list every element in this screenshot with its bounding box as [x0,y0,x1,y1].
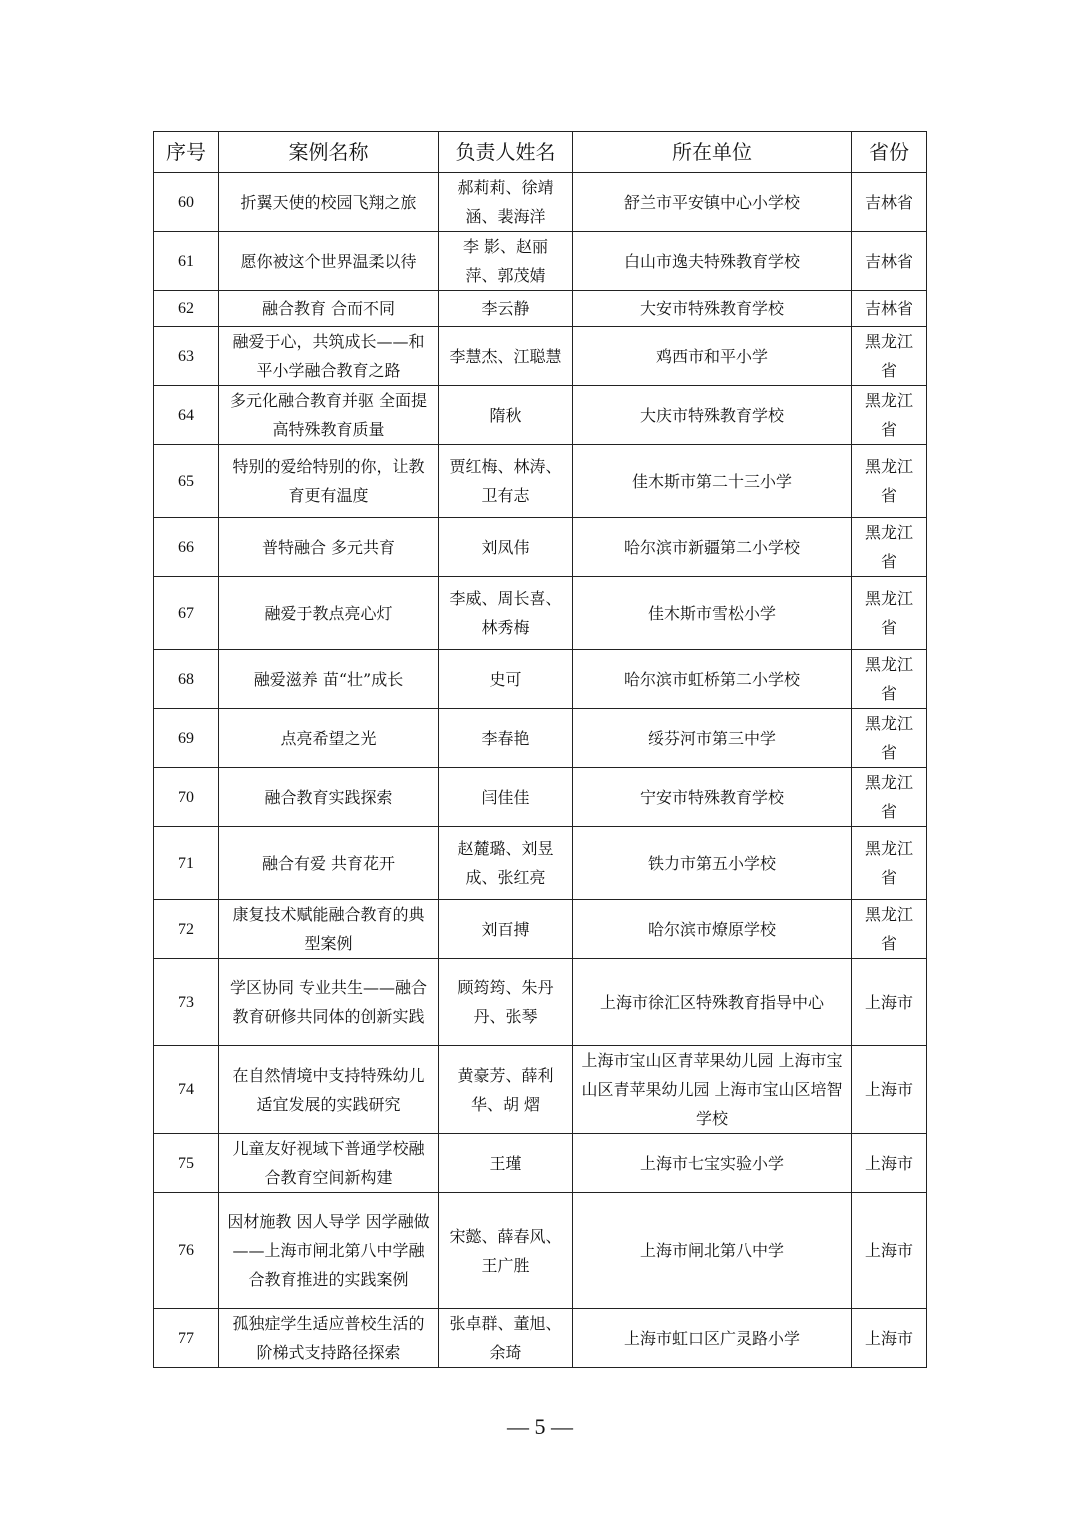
cell-province: 黑龙江省 [852,445,927,518]
table-row [154,900,927,959]
cell-case-name: 儿童友好视域下普通学校融合教育空间新构建 [219,1134,439,1193]
cell-leader: 郝莉莉、徐靖涵、裴海洋 [439,173,573,232]
cell-case-name: 普特融合 多元共育 [219,518,439,577]
cell-no: 60 [154,173,219,232]
cell-case-name: 融合有爱 共育花开 [219,827,439,900]
header-province: 省份 [852,132,927,173]
cell-unit: 白山市逸夫特殊教育学校 [573,232,852,291]
cell-leader: 顾筠筠、朱丹丹、张琴 [439,959,573,1046]
cell-unit: 上海市宝山区青苹果幼儿园 上海市宝山区青苹果幼儿园 上海市宝山区培智学校 [573,1046,852,1134]
cell-no: 69 [154,709,219,768]
table-row [154,959,927,1046]
cell-leader: 李 影、赵丽萍、郭茂婧 [439,232,573,291]
cell-province: 黑龙江省 [852,518,927,577]
cell-leader: 张卓群、董旭、余琦 [439,1309,573,1368]
cell-unit: 哈尔滨市新疆第二小学校 [573,518,852,577]
table-row [154,827,927,900]
table-row [154,232,927,291]
cell-province: 黑龙江省 [852,768,927,827]
cell-province: 黑龙江省 [852,900,927,959]
cell-unit: 佳木斯市雪松小学 [573,577,852,650]
table-header-row [154,132,927,173]
cell-leader: 宋懿、薛春风、王广胜 [439,1193,573,1309]
cell-province: 吉林省 [852,173,927,232]
cell-case-name: 康复技术赋能融合教育的典型案例 [219,900,439,959]
cell-no: 71 [154,827,219,900]
cell-no: 64 [154,386,219,445]
cell-unit: 大安市特殊教育学校 [573,291,852,327]
cell-leader: 李威、周长喜、林秀梅 [439,577,573,650]
cell-case-name: 融合教育实践探索 [219,768,439,827]
cell-unit: 上海市闸北第八中学 [573,1193,852,1309]
header-case-name: 案例名称 [219,132,439,173]
cell-case-name: 融爱滋养 苗“壮”成长 [219,650,439,709]
table-row [154,173,927,232]
cell-province: 黑龙江省 [852,709,927,768]
cell-leader: 李慧杰、江聪慧 [439,327,573,386]
cell-case-name: 融合教育 合而不同 [219,291,439,327]
cell-leader: 贾红梅、林涛、卫有志 [439,445,573,518]
page-number: — 5 — [507,1414,573,1439]
table-body [154,173,927,1368]
cell-leader: 史可 [439,650,573,709]
cell-case-name: 点亮希望之光 [219,709,439,768]
cell-case-name: 特别的爱给特别的你，让教育更有温度 [219,445,439,518]
table-row [154,291,927,327]
cell-province: 吉林省 [852,232,927,291]
cell-leader: 闫佳佳 [439,768,573,827]
cell-case-name: 融爱于心，共筑成长——和平小学融合教育之路 [219,327,439,386]
cell-leader: 王瑾 [439,1134,573,1193]
cell-no: 74 [154,1046,219,1134]
cell-province: 黑龙江省 [852,327,927,386]
table-row [154,1134,927,1193]
cell-province: 上海市 [852,1309,927,1368]
cell-leader: 黄豪芳、薛利华、胡 熠 [439,1046,573,1134]
table-row [154,327,927,386]
cell-leader: 刘凤伟 [439,518,573,577]
cell-no: 63 [154,327,219,386]
cell-case-name: 孤独症学生适应普校生活的阶梯式支持路径探索 [219,1309,439,1368]
cell-province: 上海市 [852,959,927,1046]
cell-no: 70 [154,768,219,827]
cell-province: 黑龙江省 [852,650,927,709]
table-row [154,577,927,650]
cell-no: 75 [154,1134,219,1193]
cell-unit: 上海市七宝实验小学 [573,1134,852,1193]
cell-province: 黑龙江省 [852,827,927,900]
table-row [154,1193,927,1309]
table-row [154,1309,927,1368]
cell-no: 66 [154,518,219,577]
case-table [153,131,927,1368]
cell-province: 上海市 [852,1193,927,1309]
cell-no: 77 [154,1309,219,1368]
table-row [154,518,927,577]
cell-unit: 舒兰市平安镇中心小学校 [573,173,852,232]
cell-province: 黑龙江省 [852,386,927,445]
cell-no: 61 [154,232,219,291]
cell-leader: 李春艳 [439,709,573,768]
header-leader: 负责人姓名 [439,132,573,173]
cell-unit: 哈尔滨市燎原学校 [573,900,852,959]
header-no: 序号 [154,132,219,173]
table-row [154,709,927,768]
cell-case-name: 多元化融合教育并驱 全面提高特殊教育质量 [219,386,439,445]
table-row [154,650,927,709]
cell-unit: 大庆市特殊教育学校 [573,386,852,445]
cell-no: 68 [154,650,219,709]
cell-province: 上海市 [852,1134,927,1193]
table-row [154,445,927,518]
cell-no: 62 [154,291,219,327]
cell-case-name: 融爱于教点亮心灯 [219,577,439,650]
cell-province: 黑龙江省 [852,577,927,650]
cell-unit: 绥芬河市第三中学 [573,709,852,768]
cell-unit: 上海市徐汇区特殊教育指导中心 [573,959,852,1046]
cell-case-name: 因材施教 因人导学 因学融做——上海市闸北第八中学融合教育推进的实践案例 [219,1193,439,1309]
cell-unit: 鸡西市和平小学 [573,327,852,386]
cell-unit: 上海市虹口区广灵路小学 [573,1309,852,1368]
cell-province: 上海市 [852,1046,927,1134]
cell-province: 吉林省 [852,291,927,327]
cell-no: 67 [154,577,219,650]
cell-leader: 赵麓璐、刘昱成、张红亮 [439,827,573,900]
cell-case-name: 在自然情境中支持特殊幼儿适宜发展的实践研究 [219,1046,439,1134]
cell-leader: 隋秋 [439,386,573,445]
cell-unit: 宁安市特殊教育学校 [573,768,852,827]
cell-unit: 铁力市第五小学校 [573,827,852,900]
cell-no: 76 [154,1193,219,1309]
header-unit: 所在单位 [573,132,852,173]
cell-leader: 李云静 [439,291,573,327]
cell-case-name: 愿你被这个世界温柔以待 [219,232,439,291]
cell-unit: 哈尔滨市虹桥第二小学校 [573,650,852,709]
table-row [154,768,927,827]
cell-no: 65 [154,445,219,518]
cell-unit: 佳木斯市第二十三小学 [573,445,852,518]
cell-case-name: 折翼天使的校园飞翔之旅 [219,173,439,232]
cell-leader: 刘百搏 [439,900,573,959]
cell-no: 73 [154,959,219,1046]
cell-case-name: 学区协同 专业共生——融合教育研修共同体的创新实践 [219,959,439,1046]
cell-no: 72 [154,900,219,959]
table-row [154,1046,927,1134]
table-row [154,386,927,445]
